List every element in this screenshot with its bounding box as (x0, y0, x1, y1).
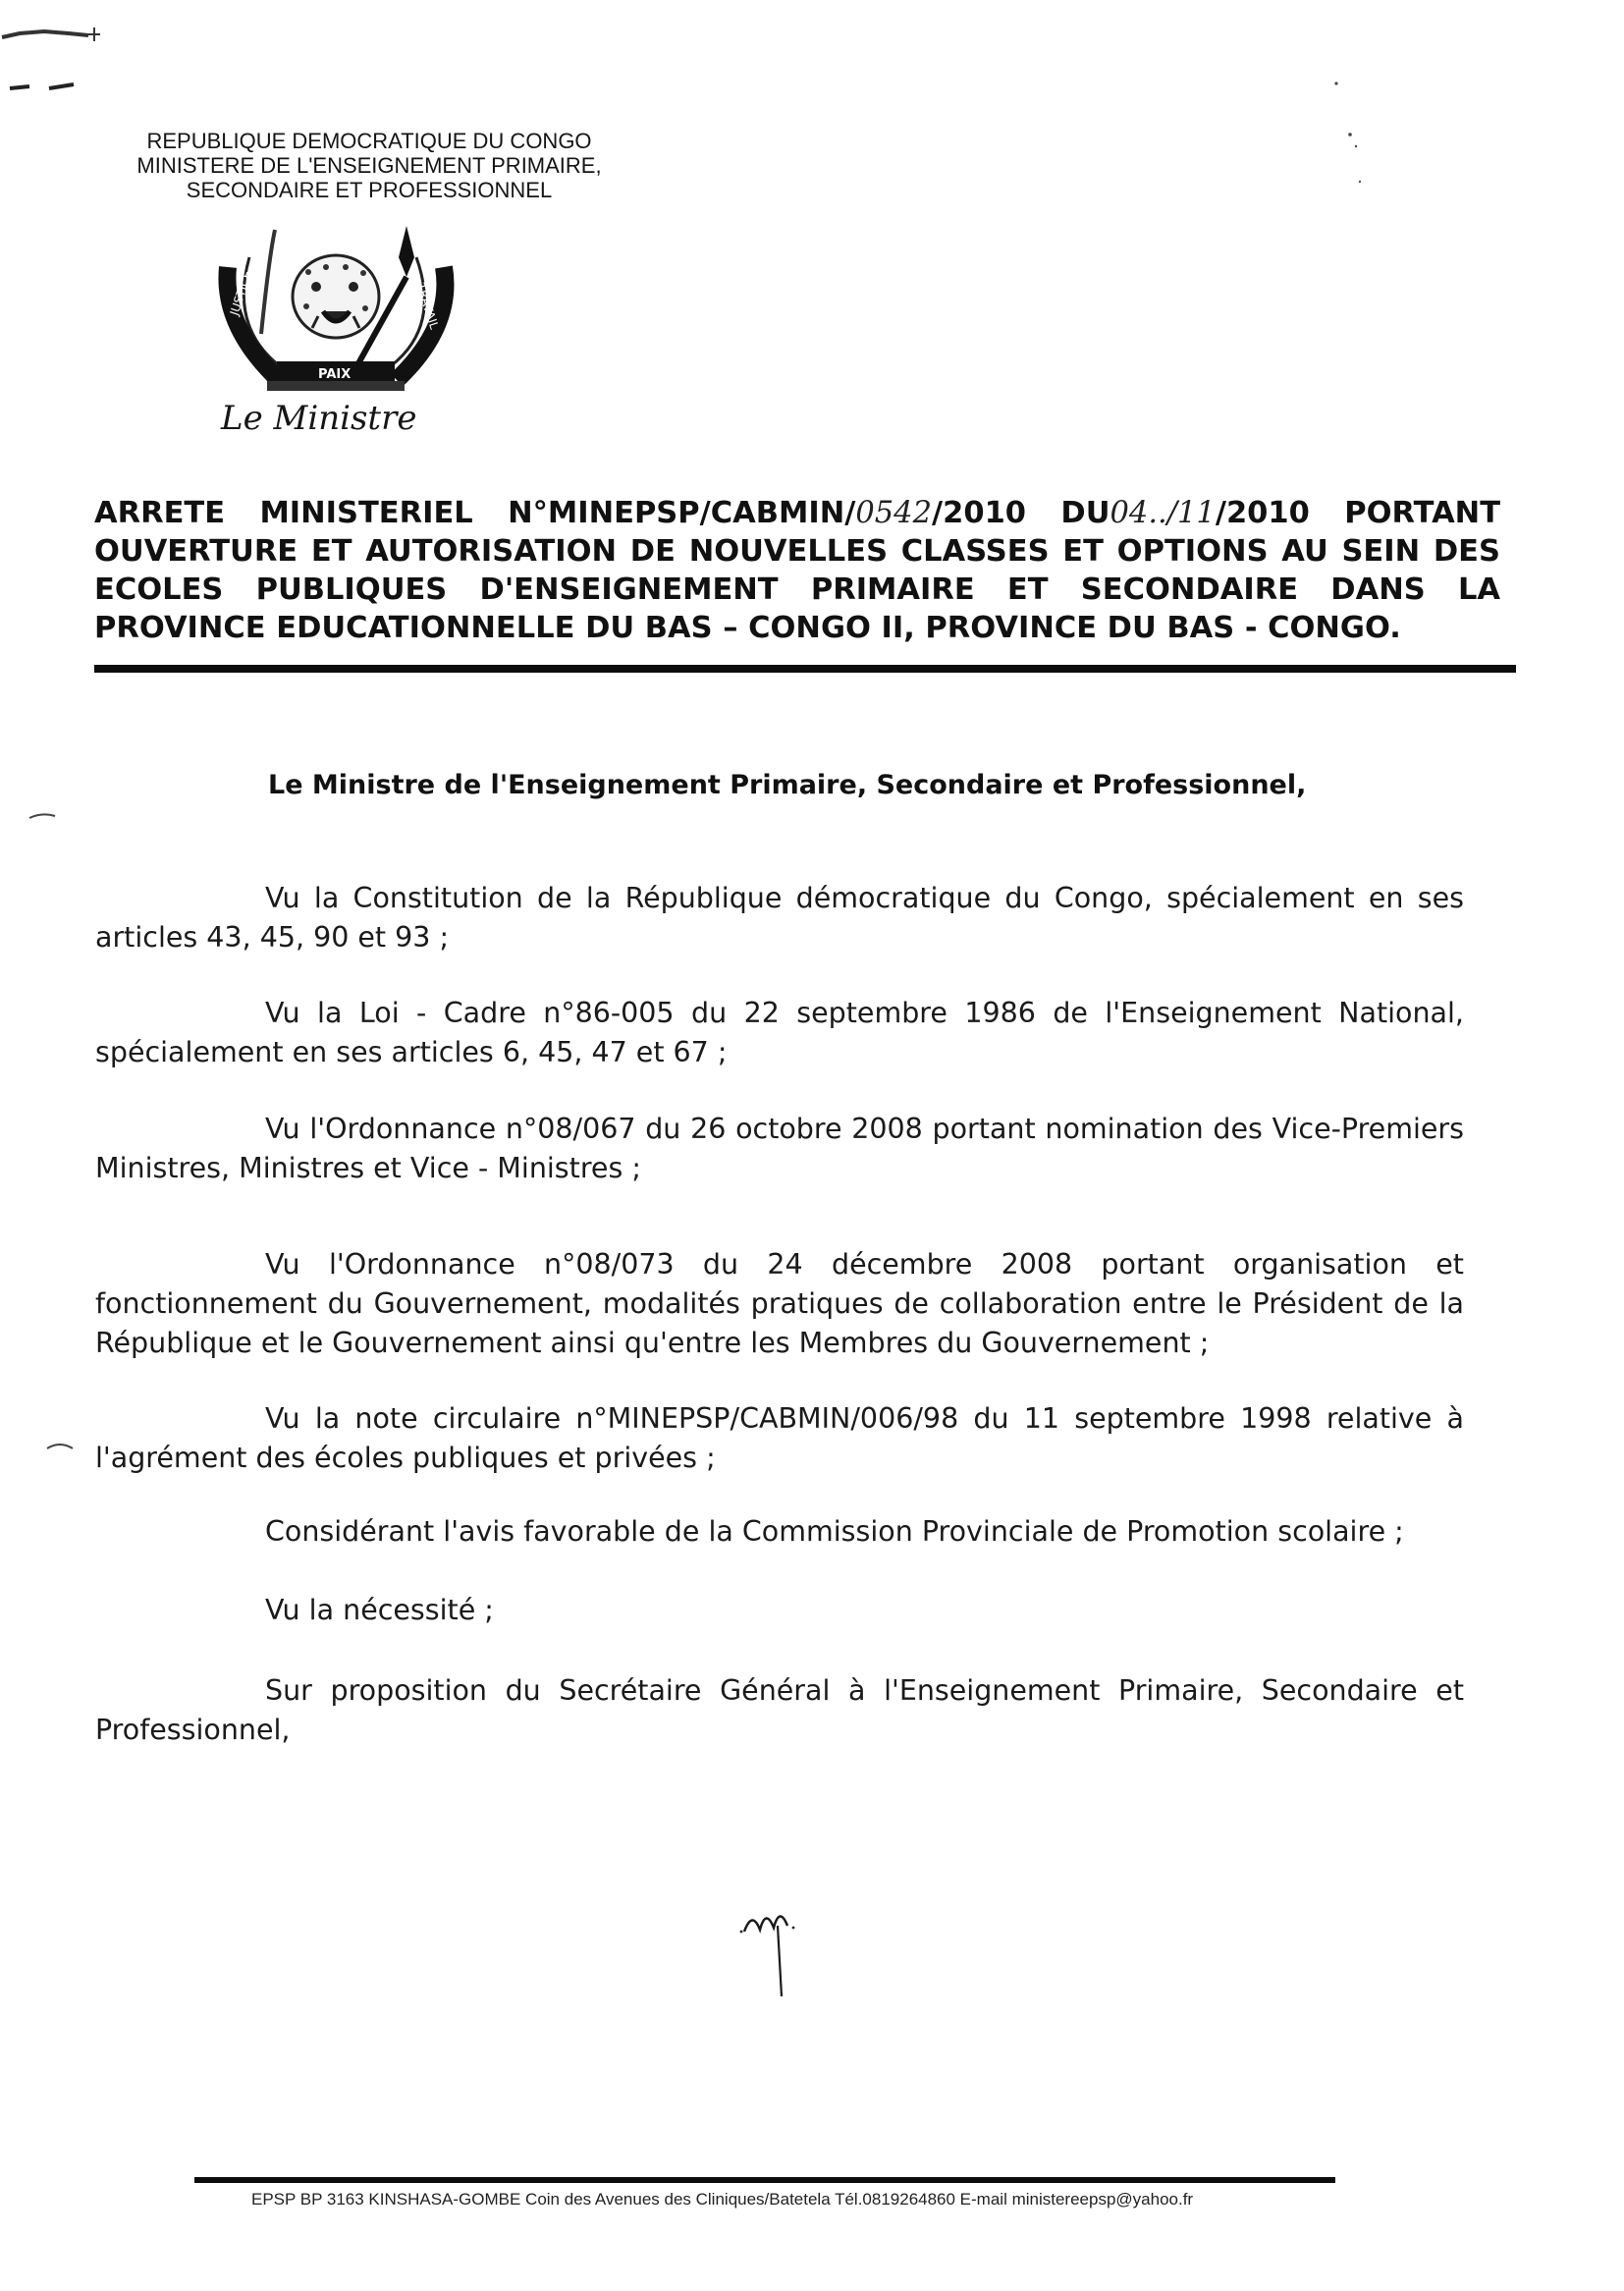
decree-ref-suffix: /2010 PORTANT (1215, 496, 1501, 530)
preamble-text-2: Vu la Loi - Cadre n°86-005 du 22 septembre 1986 de l'Enseignement National, spécialement en ses articles 6, 45, 47 et 67 ; (95, 997, 1464, 1068)
signatory-title: Le Ministre (221, 399, 417, 438)
handwritten-initials (738, 1890, 807, 1998)
coat-of-arms-emblem (210, 218, 465, 409)
preamble-paragraph-6 (95, 1512, 1464, 1552)
title-divider (94, 665, 1516, 673)
minister-heading: Le Ministre de l'Enseignement Primaire, Secondaire et Professionnel, (268, 770, 1307, 800)
preamble-text-6: Considérant l'avis favorable de la Commission Provinciale de Promotion scolaire ; (265, 1515, 1404, 1548)
header-ministry-cont: SECONDAIRE ET PROFESSIONNEL (186, 178, 553, 202)
footer-contact: EPSP BP 3163 KINSHASA-GOMBE Coin des Avenues des Cliniques/Batetela Tél.0819264860 E-mail ministereepsp@yahoo.fr (251, 2190, 1194, 2209)
motto-bottom: PAIX (318, 367, 352, 382)
decree-ref-prefix: ARRETE MINISTERIEL N°MINEPSP/CABMIN/ (94, 496, 856, 530)
preamble-paragraph-4 (95, 1245, 1464, 1363)
preamble-text-5: Vu la note circulaire n°MINEPSP/CABMIN/006/98 du 11 septembre 1998 relative à l'agrément des écoles publiques et privées ; (95, 1402, 1464, 1474)
motto-right: TRAVAIL (413, 281, 442, 332)
preamble-text-8: Sur proposition du Secrétaire Général à l'Enseignement Primaire, Secondaire et Professionnel, (95, 1674, 1464, 1746)
scan-mark-top-left (0, 20, 118, 98)
preamble-paragraph-5 (95, 1399, 1464, 1478)
scan-mark-left-margin-2 (45, 1439, 75, 1454)
preamble-paragraph-8 (95, 1671, 1464, 1750)
header-ministry: MINISTERE DE L'ENSEIGNEMENT PRIMAIRE, (136, 153, 602, 178)
decree-title-line-2: OUVERTURE ET AUTORISATION DE NOUVELLES CLASSES ET OPTIONS AU SEIN DES (94, 534, 1500, 569)
decree-date-handwritten: 04../11 (1110, 496, 1216, 530)
preamble-paragraph-3 (95, 1110, 1464, 1188)
decree-number-handwritten: 0542 (855, 496, 932, 530)
preamble-paragraph-7 (95, 1591, 1464, 1630)
header-country: REPUBLIQUE DEMOCRATIQUE DU CONGO (146, 129, 592, 153)
preamble-paragraph-1 (95, 879, 1464, 957)
scan-mark-left-margin-1 (27, 810, 57, 822)
scan-mark-right-top (1330, 74, 1370, 191)
decree-title-line-4: PROVINCE EDUCATIONNELLE DU BAS – CONGO II, PROVINCE DU BAS - CONGO. (94, 611, 1401, 645)
decree-title-line-3: ECOLES PUBLIQUES D'ENSEIGNEMENT PRIMAIRE ET SECONDAIRE DANS LA (94, 573, 1500, 607)
motto-left: JUSTICE (227, 269, 255, 317)
preamble-text-1: Vu la Constitution de la République démocratique du Congo, spécialement en ses articles 43, 45, 90 et 93 ; (95, 882, 1464, 954)
decree-ref-mid: /2010 DU (932, 496, 1110, 530)
preamble-text-4: Vu l'Ordonnance n°08/073 du 24 décembre 2008 portant organisation et fonctionnement du Gouvernement, modalités pratiques de collaboration entre le Président de la République et le Gouvernement ainsi qu'entre les Membres du Gouvernement ; (95, 1248, 1464, 1359)
preamble-paragraph-2 (95, 994, 1464, 1072)
preamble-text-7: Vu la nécessité ; (265, 1594, 494, 1626)
decree-title-line-1 (94, 494, 1500, 532)
footer-divider (194, 2177, 1335, 2183)
decree-title (94, 494, 1500, 647)
preamble-text-3: Vu l'Ordonnance n°08/067 du 26 octobre 2008 portant nomination des Vice-Premiers Ministres, Ministres et Vice - Ministres ; (95, 1113, 1464, 1184)
ministry-header (94, 129, 644, 202)
